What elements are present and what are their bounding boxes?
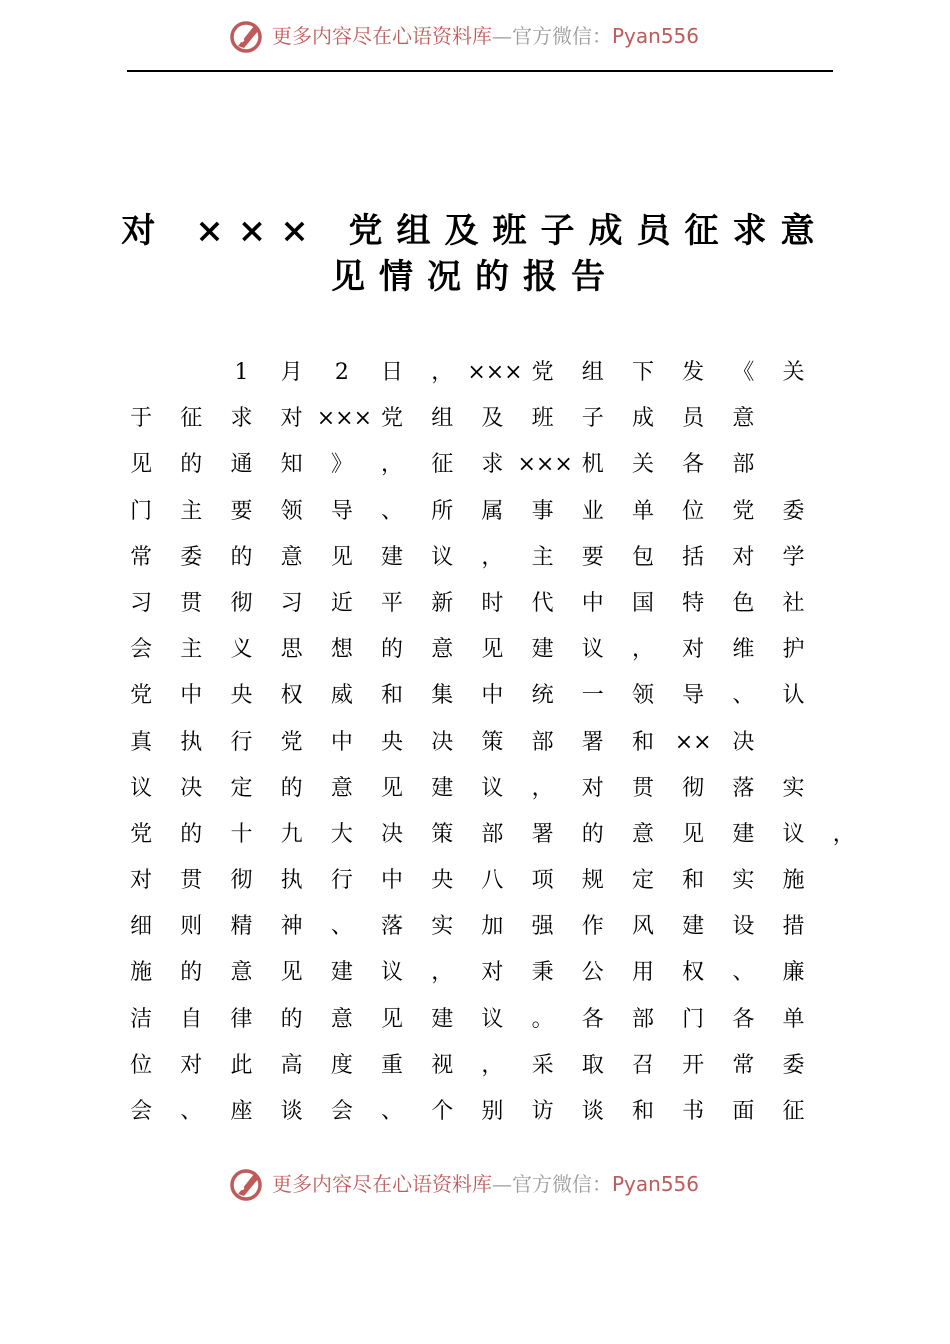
banner-wechat-id: Pyan556 [612, 1172, 700, 1196]
banner-wechat-label: —官方微信： [492, 24, 612, 48]
pen-nib-circle-icon [228, 1166, 268, 1202]
body-line: 议 决 定 的 意 见 建 议 ， 对 贯 彻 落 实 [130, 775, 805, 801]
body-line: 于 征 求 对 ××× 党 组 及 班 子 成 员 意 [130, 406, 755, 432]
pen-nib-circle-icon [228, 18, 268, 54]
banner-wechat-id: Pyan556 [612, 24, 700, 48]
document-title-line-2: 见情况的报告 [331, 257, 619, 297]
banner-library-name: 更多内容尽在心语资料库 [272, 1172, 492, 1196]
body-line: 位 对 此 高 度 重 视 ， 采 取 召 开 常 委 [130, 1052, 805, 1078]
body-line: 常 委 的 意 见 建 议 ， 主 要 包 括 对 学 [130, 544, 805, 570]
body-line: 细 则 精 神 、 落 实 加 强 作 风 建 设 措 [130, 914, 805, 940]
body-line: 1 月 2 日 ， ××× 党 组 下 发 《 关 [234, 360, 805, 385]
body-line: 会 主 义 思 想 的 意 见 建 议 ， 对 维 护 [130, 637, 805, 663]
body-line: 对 贯 彻 执 行 中 央 八 项 规 定 和 实 施 [130, 868, 805, 894]
document-title-line-1: 对 ××× 党组及班子成员征求意 [121, 211, 829, 251]
banner-library-name: 更多内容尽在心语资料库 [272, 24, 492, 48]
body-line: 门 主 要 领 导 、 所 属 事 业 单 位 党 委 [130, 498, 805, 524]
body-line: 真 执 行 党 中 央 决 策 部 署 和 ×× 决 [130, 729, 755, 755]
banner-wechat-label: —官方微信： [492, 1172, 612, 1196]
body-line: 党 中 央 权 威 和 集 中 统 一 领 导 、 认 [130, 683, 805, 709]
body-line: 见 的 通 知 》 ， 征 求 ××× 机 关 各 部 [130, 452, 755, 478]
body-paragraph [116, 350, 856, 1135]
body-line: 习 贯 彻 习 近 平 新 时 代 中 国 特 色 社 [130, 590, 805, 616]
header-banner [0, 14, 950, 58]
body-line: 洁 自 律 的 意 见 建 议 。 各 部 门 各 单 [130, 1006, 805, 1032]
body-line: 会 、 座 谈 会 、 个 别 访 谈 和 书 面 征 [130, 1099, 805, 1124]
footer-banner [0, 1162, 950, 1206]
body-line: 施 的 意 见 建 议 ， 对 秉 公 用 权 、 廉 [130, 960, 805, 986]
body-line: 党 的 十 九 大 决 策 部 署 的 意 见 建 议 ， [130, 821, 855, 847]
banner-text [272, 1170, 699, 1198]
banner-text [272, 22, 699, 50]
header-divider [127, 70, 833, 72]
